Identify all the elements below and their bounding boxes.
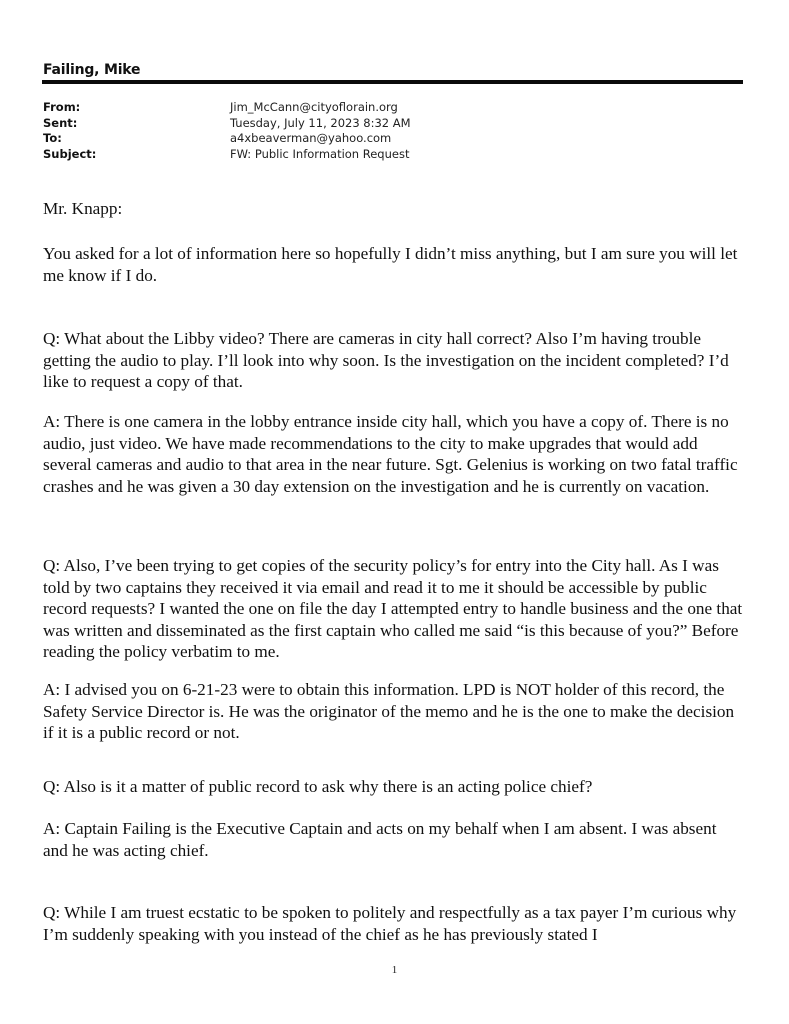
- to-value: a4xbeaverman@yahoo.com: [230, 131, 392, 145]
- subject-label: Subject:: [43, 146, 97, 161]
- subject-row: [43, 147, 411, 163]
- intro-paragraph: You asked for a lot of information here so hopefully I didn’t miss anything, but I am sure you will let me know if I do.: [43, 244, 738, 285]
- answer-paragraph: A: I advised you on 6-21-23 were to obtain this information. LPD is NOT holder of this record, the Safety Service Director is. He was the originator of the memo and he is the one to make the decision if it is a public record or not.: [43, 680, 735, 742]
- to-row: [43, 131, 411, 147]
- sent-label: Sent:: [43, 115, 78, 130]
- email-header: [43, 100, 411, 162]
- subject-value: FW: Public Information Request: [230, 146, 410, 161]
- salutation: Mr. Knapp:: [43, 199, 123, 218]
- mailbox-owner-name: Failing, Mike: [43, 62, 141, 78]
- header-divider: [42, 80, 743, 84]
- answer-paragraph: A: There is one camera in the lobby entrance inside city hall, which you have a copy of. There is no audio, just video. We have made recommendations to the city to make upgrades that would add several cameras and audio to that area in the near future. Sgt. Gelenius is working on two fatal traffic crashes and he was given a 30 day extension on the investigation and he is currently on vacation.: [43, 412, 738, 496]
- question-paragraph: Q: Also is it a matter of public record to ask why there is an acting police chief?: [43, 777, 593, 796]
- page-number: 1: [391, 964, 398, 976]
- question-paragraph: Q: While I am truest ecstatic to be spoken to politely and respectfully as a tax payer I’m curious why I’m suddenly speaking with you instead of the chief as he has previously stated I: [43, 903, 737, 944]
- sent-row: [43, 116, 411, 132]
- from-row: [43, 100, 411, 116]
- from-value: Jim_McCann@cityoflorain.org: [230, 100, 398, 114]
- from-label: From:: [43, 100, 81, 114]
- sent-value: Tuesday, July 11, 2023 8:32 AM: [230, 115, 411, 130]
- question-paragraph: Q: What about the Libby video? There are cameras in city hall correct? Also I’m having trouble getting the audio to play. I’ll look into why soon. Is the investigation on the incident completed? I’d like to request a copy of that.: [43, 329, 729, 391]
- answer-paragraph: A: Captain Failing is the Executive Captain and acts on my behalf when I am absent. I was absent and he was acting chief.: [43, 819, 717, 860]
- to-label: To:: [43, 131, 62, 145]
- question-paragraph: Q: Also, I’ve been trying to get copies of the security policy’s for entry into the City hall. As I was told by two captains they received it via email and read it to me it should be accessible by public record requests? I wanted the one on file the day I attempted entry to handle business and the one that was written and disseminated as the first captain who called me said “is this because of you?” Before reading the policy verbatim to me.: [43, 556, 743, 661]
